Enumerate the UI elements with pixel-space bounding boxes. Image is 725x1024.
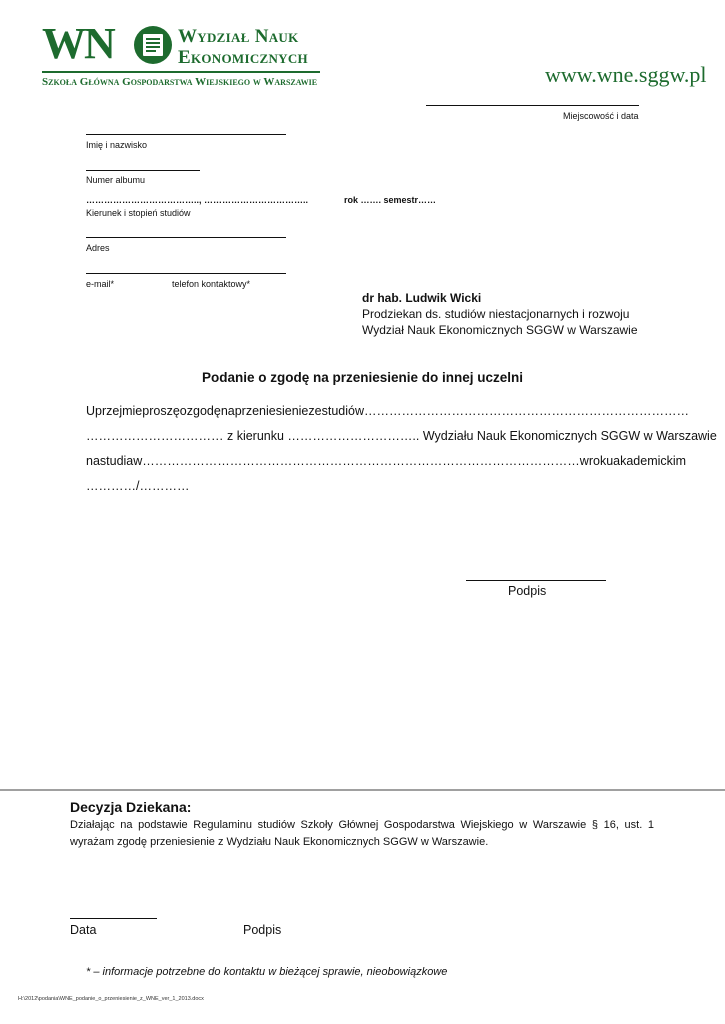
logo-rule	[42, 71, 320, 73]
request-line-3	[86, 449, 687, 474]
word: akademickim	[613, 454, 687, 468]
address-line	[86, 237, 286, 238]
footnote: * – informacje potrzebne do kontaktu w bieżącej sprawie, nieobowiązkowe	[86, 966, 448, 978]
logo-letters: WN	[42, 19, 114, 68]
date-line	[70, 918, 157, 919]
logo-title-line2: Ekonomicznych	[178, 47, 308, 68]
decision-title: Decyzja Dziekana:	[70, 799, 192, 815]
word: na	[220, 404, 235, 418]
dotted-blank: ……………………………………………………………………………………………	[142, 454, 580, 468]
logo-emblem-icon	[132, 24, 174, 66]
name-label: Imię i nazwisko	[86, 140, 148, 150]
addressee-role: Prodziekan ds. studiów niestacjonarnych i rozwoju	[362, 307, 630, 321]
addressee-name: dr hab. Ludwik Wicki	[362, 291, 482, 305]
word: ze	[308, 404, 322, 418]
request-line-2: …………………………… z kierunku ………………………….. Wydziału Nauk Ekonomicznych SGGW w Warszawie	[86, 429, 717, 443]
album-line	[86, 170, 200, 171]
word: w	[133, 454, 143, 468]
word: przeniesienie	[234, 404, 309, 418]
logo-title	[178, 26, 308, 68]
file-path: H:\2012\podania\WNE_podanie_o_przeniesienie_z_WNE_ver_1_2013.docx	[18, 996, 204, 1002]
email-label: e-mail*	[86, 279, 115, 289]
logo-title-line1: Wydział Nauk	[178, 26, 299, 47]
word: Uprzejmie	[86, 404, 143, 418]
addressee-block	[362, 290, 638, 338]
dotted-blank: ……………………………………………………………………	[363, 404, 689, 418]
website-url: www.wne.sggw.pl	[545, 62, 707, 87]
word: o	[179, 404, 187, 418]
contact-line	[86, 273, 286, 274]
place-date-line	[426, 105, 639, 106]
place-date-label: Miejscowość i data	[563, 111, 639, 121]
dean-signature-label: Podpis	[243, 923, 282, 937]
section-divider	[0, 789, 725, 791]
album-label: Numer albumu	[86, 175, 146, 185]
request-body	[86, 399, 717, 499]
word: zgodę	[186, 404, 221, 418]
name-line	[86, 134, 286, 135]
request-line-1	[86, 399, 689, 424]
word: studia	[99, 454, 134, 468]
year-semester: rok ……. semestr……	[344, 195, 437, 205]
request-title: Podanie o zgodę na przeniesienie do innej uczelni	[201, 370, 524, 385]
word: proszę	[142, 404, 180, 418]
logo-subtitle: Szkoła Główna Gospodarstwa Wiejskiego w Warszawie	[42, 76, 318, 88]
program-dots: ……………………………….., ……………………………..	[86, 195, 309, 205]
phone-label: telefon kontaktowy*	[172, 279, 251, 289]
word: na	[86, 454, 100, 468]
signature-label: Podpis	[508, 584, 547, 598]
signature-line	[466, 580, 606, 581]
word: roku	[588, 454, 614, 468]
addressee-faculty: Wydział Nauk Ekonomicznych SGGW w Warszawie	[362, 323, 638, 337]
address-label: Adres	[86, 243, 110, 253]
program-label: Kierunek i stopień studiów	[86, 208, 191, 218]
word: w	[579, 454, 589, 468]
date-label: Data	[70, 923, 97, 937]
decision-text: Działając na podstawie Regulaminu studiów Szkoły Głównej Gospodarstwa Wiejskiego w Warszawie § 16, ust. 1 wyrażam zgodę przeniesienie z Wydziału Nauk Ekonomicznych SGGW w Warszawie.	[70, 819, 654, 848]
request-line-4: …………/…………	[86, 479, 190, 493]
word: studiów	[321, 404, 364, 418]
